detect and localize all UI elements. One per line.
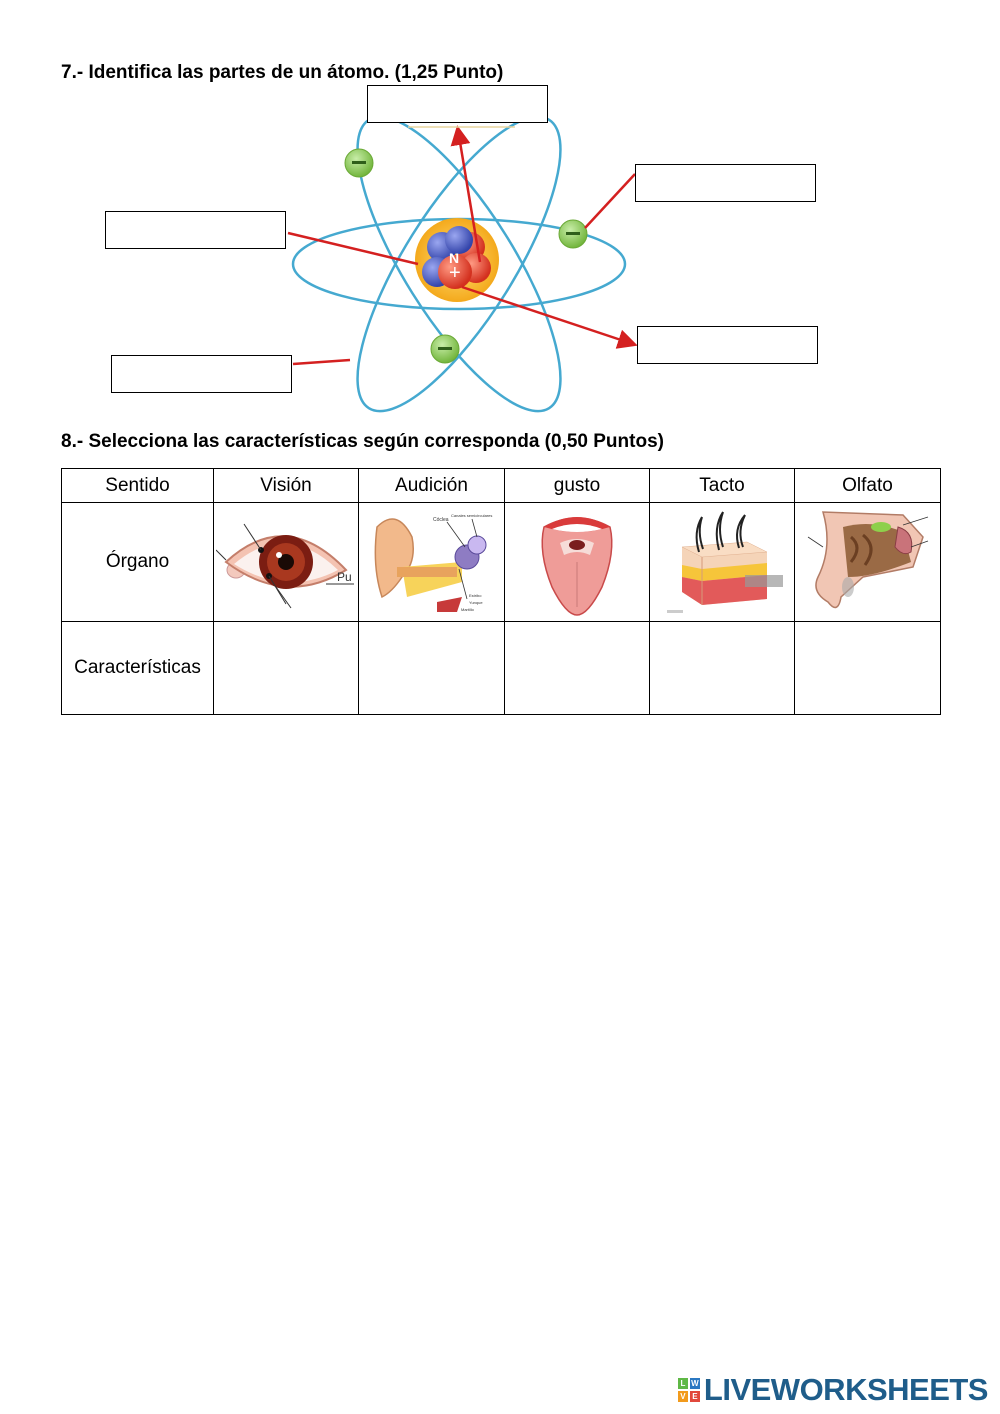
arrow-left xyxy=(288,233,418,264)
electron-bottom xyxy=(431,335,459,363)
cell-nose xyxy=(795,503,941,622)
nucleus-symbol: N xyxy=(449,250,460,266)
answer-box-top-right[interactable] xyxy=(635,164,816,202)
table-row-caracteristicas xyxy=(62,622,941,715)
electron-right xyxy=(559,220,587,248)
header-vision: Visión xyxy=(214,469,359,503)
header-olfato: Olfato xyxy=(795,469,941,503)
brand-logo-tile: V xyxy=(678,1391,688,1402)
table-row-organ xyxy=(62,503,941,622)
answer-box-left[interactable] xyxy=(105,211,286,249)
row-label-caracteristicas: Características xyxy=(62,622,214,715)
brand-logo-tile: L xyxy=(678,1378,688,1389)
ear-label-4: Martillo xyxy=(460,607,474,612)
arrow-top-right xyxy=(585,174,635,228)
proton-symbol: + xyxy=(449,262,461,284)
skin-icon xyxy=(657,507,787,617)
cell-eye xyxy=(214,503,359,622)
answer-cell-vision[interactable] xyxy=(214,622,359,715)
nucleus xyxy=(415,218,499,302)
answer-cell-gusto[interactable] xyxy=(505,622,650,715)
ear-label-0: Cóclea xyxy=(432,517,449,523)
ear-label-2: Estribo xyxy=(468,593,481,598)
answer-box-bottom-left[interactable] xyxy=(111,355,292,393)
brand-logo-tile: E xyxy=(690,1391,700,1402)
brand-text: LIVEWORKSHEETS xyxy=(703,1372,988,1407)
answer-cell-olfato[interactable] xyxy=(795,622,941,715)
question-7-title: 7.- Identifica las partes de un átomo. (1,25 Punto) xyxy=(61,62,504,83)
question-8-title: 8.- Selecciona las características según corresponda (0,50 Puntos) xyxy=(61,431,664,452)
cell-ear xyxy=(359,503,505,622)
ear-label-1: Canales semicirculares xyxy=(450,513,492,518)
header-audicion: Audición xyxy=(359,469,505,503)
answer-cell-tacto[interactable] xyxy=(650,622,795,715)
ear-icon xyxy=(367,507,497,617)
table-header-row xyxy=(62,469,941,503)
answer-box-top[interactable] xyxy=(367,85,548,123)
answer-cell-audicion[interactable] xyxy=(359,622,505,715)
tongue-icon xyxy=(532,507,622,617)
row-label-organo: Órgano xyxy=(62,503,214,622)
eye-label-pu: Pu xyxy=(337,570,352,584)
senses-table xyxy=(61,468,941,715)
header-sentido: Sentido xyxy=(62,469,214,503)
arrow-bottom-left xyxy=(293,360,350,364)
cell-skin xyxy=(650,503,795,622)
cell-tongue xyxy=(505,503,650,622)
brand-logo-icon xyxy=(678,1378,700,1402)
header-tacto: Tacto xyxy=(650,469,795,503)
nose-icon xyxy=(803,507,933,617)
liveworksheets-brand xyxy=(678,1372,988,1408)
brand-logo-tile: W xyxy=(691,1378,699,1388)
electron-top-left xyxy=(345,149,373,177)
header-gusto: gusto xyxy=(505,469,650,503)
answer-box-bottom-right[interactable] xyxy=(637,326,818,364)
arrow-bottom-right xyxy=(462,287,633,344)
eye-icon xyxy=(216,512,356,612)
ear-label-3: Yunque xyxy=(468,600,483,605)
